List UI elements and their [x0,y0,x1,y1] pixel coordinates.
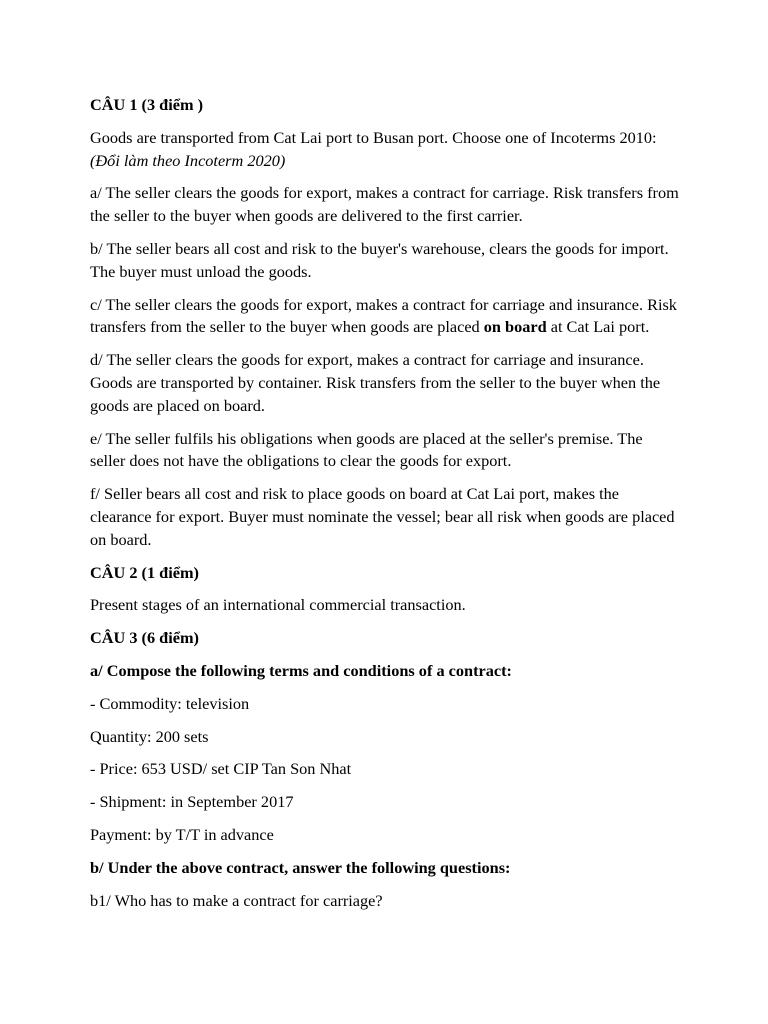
question-3-part-a: a/ Compose the following terms and conditions of a contract: [90,660,512,680]
question-2-heading: CÂU 2 (1 điểm) [90,562,199,582]
contract-quantity: Quantity: 200 sets [90,726,209,746]
question-2-text: Present stages of an international commercial transaction. [90,595,466,615]
question-3-heading: CÂU 3 (6 điểm) [90,628,199,648]
exam-document [90,94,680,922]
question-3-part-b: b/ Under the above contract, answer the following questions: [90,857,511,877]
contract-commodity: - Commodity: television [90,693,250,713]
option-e: e/ The seller fulfils his obligations when goods are placed at the seller's premise. The seller does not have the obligations to clear the goods for export. [90,428,643,471]
option-b: b/ The seller bears all cost and risk to the buyer's warehouse, clears the goods for import. The buyer must unload the goods. [90,238,669,281]
option-c-on-board-emphasis: on board [483,317,547,337]
option-c-text-start: c/ The seller clears the goods for export, makes a contract for carriage and insurance. Risk transfers from the seller to the buyer when goods are placed [90,294,677,337]
option-a: a/ The seller clears the goods for export, makes a contract for carriage. Risk transfers from the seller to the buyer when goods are delivered to the first carrier. [90,183,679,226]
question-1-heading: CÂU 1 (3 điểm ) [90,95,204,114]
option-c-text-end: at Cat Lai port. [546,317,650,337]
contract-price: - Price: 653 USD/ set CIP Tan Son Nhat [90,759,352,779]
contract-shipment: - Shipment: in September 2017 [90,792,294,812]
question-1-intro-text: Goods are transported from Cat Lai port to Busan port. Choose one of Incoterms 2010: [90,127,657,147]
option-f: f/ Seller bears all cost and risk to place goods on board at Cat Lai port, makes the clearance for export. Buyer must nominate the vessel; bear all risk when goods are placed on board. [90,484,675,549]
question-1-intro [90,127,680,173]
option-d: d/ The seller clears the goods for export, makes a contract for carriage and insurance. Goods are transported by container. Risk transfers from the seller to the buyer when the goods are placed on board. [90,350,661,415]
question-b1: b1/ Who has to make a contract for carriage? [90,890,383,910]
contract-payment: Payment: by T/T in advance [90,824,274,844]
option-c [90,294,680,340]
incoterm-2020-note: (Đổi làm theo Incoterm 2020) [90,150,286,170]
